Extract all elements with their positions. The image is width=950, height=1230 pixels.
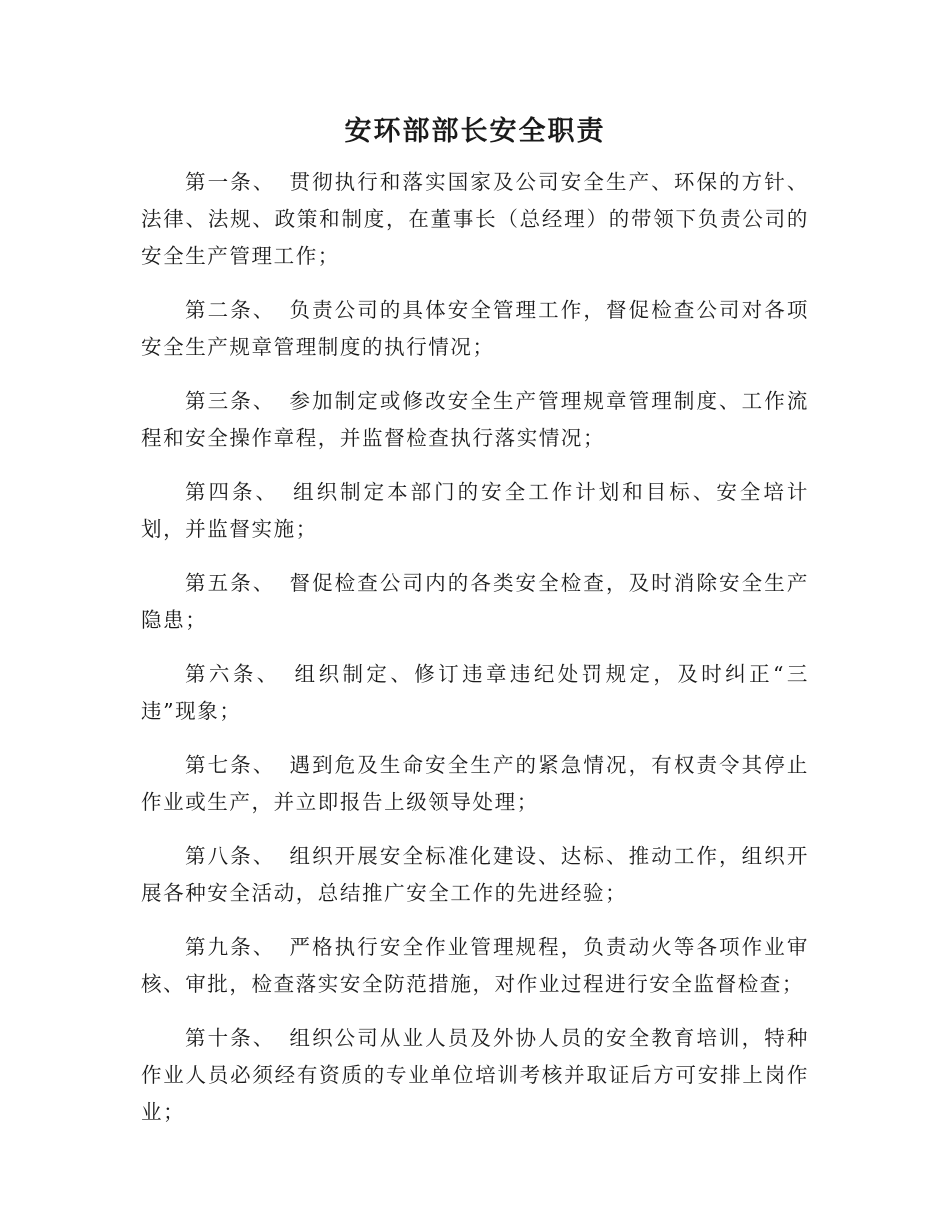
article-text: 组织制定、修订违章违纪处罚规定，及时纠正“三违”现象；: [141, 662, 809, 723]
article-number: 第九条、: [185, 935, 276, 959]
article-text: 严格执行安全作业管理规程，负责动火等各项作业审核、审批，检查落实安全防范措施，对作业过程进行安全监督检查；: [141, 935, 809, 996]
article-number: 第八条、: [185, 844, 276, 868]
article-4: [141, 474, 809, 548]
article-text: 参加制定或修改安全生产管理规章管理制度、工作流程和安全操作章程，并监督检查执行落实情况；: [141, 389, 809, 450]
document-title: 安环部部长安全职责: [344, 116, 606, 147]
article-1: [141, 164, 809, 275]
article-number: 第七条、: [185, 753, 276, 777]
article-number: 第四条、: [185, 480, 280, 504]
article-7: [141, 747, 809, 821]
article-5: [141, 565, 809, 639]
article-text: 遇到危及生命安全生产的紧急情况，有权责令其停止作业或生产，并立即报告上级领导处理；: [141, 753, 809, 814]
article-text: 负责公司的具体安全管理工作，督促检查公司对各项安全生产规章管理制度的执行情况；: [141, 298, 809, 359]
article-3: [141, 383, 809, 457]
article-number: 第十条、: [185, 1026, 276, 1050]
article-text: 贯彻执行和落实国家及公司安全生产、环保的方针、法律、法规、政策和制度，在董事长（总经理）的带领下负责公司的安全生产管理工作；: [141, 170, 809, 268]
document-body: [141, 164, 809, 1148]
article-10: [141, 1020, 809, 1131]
article-8: [141, 838, 809, 912]
article-text: 组织开展安全标准化建设、达标、推动工作，组织开展各种安全活动，总结推广安全工作的先进经验；: [141, 844, 809, 905]
article-number: 第五条、: [185, 571, 276, 595]
article-9: [141, 929, 809, 1003]
article-number: 第六条、: [185, 662, 281, 686]
article-2: [141, 292, 809, 366]
article-number: 第一条、: [185, 170, 276, 194]
article-number: 第三条、: [185, 389, 276, 413]
article-6: [141, 656, 809, 730]
article-number: 第二条、: [185, 298, 276, 322]
article-text: 督促检查公司内的各类安全检查，及时消除安全生产隐患；: [141, 571, 809, 632]
article-text: 组织制定本部门的安全工作计划和目标、安全培计划，并监督实施；: [141, 480, 809, 541]
article-text: 组织公司从业人员及外协人员的安全教育培训，特种作业人员必须经有资质的专业单位培训考核并取证后方可安排上岗作业；: [141, 1026, 809, 1124]
